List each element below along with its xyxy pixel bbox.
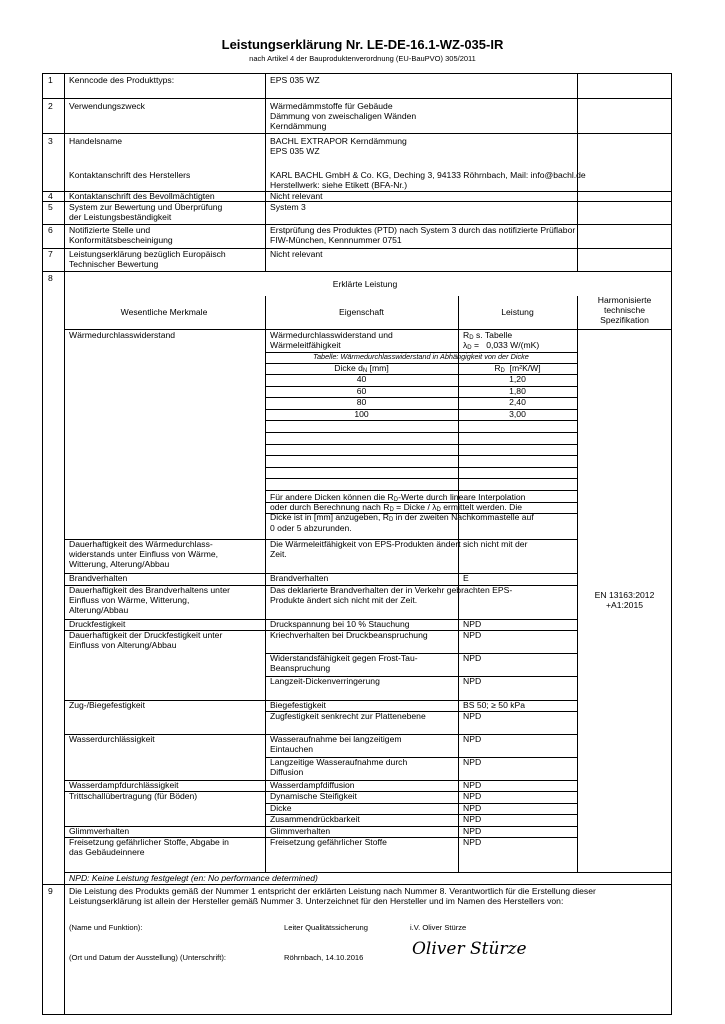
row-label-etb: Leistungserklärung bezüglich Europäisch Technischer Bewertung [69, 249, 226, 270]
eigenschaft-item: Freisetzung gefährlicher Stoffe [270, 837, 387, 847]
row-label-hersteller: Kontaktanschrift des Herstellers [69, 170, 191, 180]
leistung-item: NPD [463, 837, 482, 847]
row-value-etb: Nicht relevant [270, 249, 323, 259]
row-number: 6 [48, 225, 53, 235]
merkmal-item: Trittschallübertragung (für Böden) [69, 791, 198, 801]
row-number: 4 [48, 191, 53, 201]
column-header-leistung: Leistung [501, 307, 534, 317]
leistung-item: BS 50; ≥ 50 kPa [463, 700, 526, 710]
place-label: (Ort und Datum der Ausstellung) (Unterschrift): [69, 953, 226, 962]
row-value-verwendungszweck: Wärmedämmstoffe für Gebäude Dämmung von zweischaligen Wänden Kerndämmung [270, 101, 417, 132]
eigenschaft-item: Brandverhalten [270, 573, 329, 583]
eigenschaft-item: Kriechverhalten bei Druckbeanspruchung [270, 630, 428, 640]
eigenschaft-item: Dynamische Steifigkeit [270, 791, 357, 801]
row-label-bevollmaechtigter: Kontaktanschrift des Bevollmächtigten [69, 191, 215, 201]
table-head-rd: $R_D$ [m²K/W] [494, 363, 541, 374]
row-number: 2 [48, 101, 53, 111]
row-label-verwendungszweck: Verwendungszweck [69, 101, 145, 111]
row-label-notifizierte-stelle: Notifizierte Stelle und Konformitätsbescheinigung [69, 225, 173, 246]
row-label-kenncode: Kenncode des Produkttyps: [69, 75, 175, 85]
merkmal-item: Glimmverhalten [69, 826, 130, 836]
eigenschaft-item: Zusammendrückbarkeit [270, 814, 360, 824]
row-number: 5 [48, 202, 53, 212]
leistung-item: NPD [463, 630, 482, 640]
eigenschaft-item: Widerstandsfähigkeit gegen Frost-Tau- Beanspruchung [270, 653, 418, 674]
spezifikation-value: EN 13163:2012 +A1:2015 [594, 590, 655, 611]
row-number: 9 [48, 886, 53, 896]
row-label-handelsname: Handelsname [69, 136, 123, 146]
column-header-eigenschaft: Eigenschaft [339, 307, 384, 317]
interpolation-note: Für andere Dicken können die $R_D$-Werte durch lineare Interpolation oder durch Berechnung nach $R_D$ = Dicke / $\lambda_D$ ermittelt werden. Die Dicke ist in [mm] anzugeben, $R_D$ in der zweiten Nachkommastelle auf 0 oder 5 abzurunden. [270, 492, 534, 533]
eigenschaft-item: Druckspannung bei 10 % Stauchung [270, 619, 410, 629]
merkmal-item: Dauerhaftigkeit des Wärmedurchlass- widerstands unter Einfluss von Wärme, Witterung, Alterung/Abbau [69, 539, 219, 570]
table-head-dicke: Dicke $d_N$ [mm] [334, 363, 389, 374]
eigenschaft-waermedurchlasswiderstand: Wärmedurchlasswiderstand und Wärmeleitfähigkeit [270, 330, 393, 351]
eigenschaft-item: Langzeit-Dickenverringerung [270, 676, 380, 686]
signature: Oliver Stürze [412, 939, 527, 959]
leistung-item: E [463, 573, 469, 583]
leistung-item: NPD [463, 791, 482, 801]
merkmal-item: Wasserdurchlässigkeit [69, 734, 155, 744]
name-value: i.V. Oliver Stürze [410, 923, 467, 932]
leistung-item: NPD [463, 711, 482, 721]
row-number: 3 [48, 136, 53, 146]
declaration-table [42, 73, 672, 1015]
document-title: Leistungserklärung Nr. LE-DE-16.1-WZ-035-IR [221, 37, 504, 52]
merkmal-item: Freisetzung gefährlicher Stoffe, Abgabe in das Gebäudeinnere [69, 837, 229, 858]
resistance-value: 2,40 [509, 397, 526, 408]
document-subtitle: nach Artikel 4 der Bauproduktenverordnung (EU-BauPVO) 305/2011 [249, 54, 476, 63]
leistung-item: NPD [463, 826, 482, 836]
row-label-system: System zur Bewertung und Überprüfung der Leistungsbeständigkeit [69, 202, 223, 223]
eigenschaft-item: Wasseraufnahme bei langzeitigem Eintauchen [270, 734, 402, 755]
eigenschaft-item: Wasserdampfdiffusion [270, 780, 355, 790]
leistung-item: NPD [463, 676, 482, 686]
merkmal-item: Druckfestigkeit [69, 619, 126, 629]
name-label: (Name und Funktion): [69, 923, 143, 932]
row-value-handelsname: BACHL EXTRAPOR Kerndämmung EPS 035 WZ [270, 136, 407, 157]
merkmal-waermedurchlasswiderstand: Wärmedurchlasswiderstand [69, 330, 176, 340]
eigenschaft-item: Zugfestigkeit senkrecht zur Plattenebene [270, 711, 426, 721]
leistung-item: NPD [463, 814, 482, 824]
column-header-merkmale: Wesentliche Merkmale [120, 307, 208, 317]
row-value-system: System 3 [270, 202, 306, 212]
row-value-hersteller: KARL BACHL GmbH & Co. KG, Deching 3, 94133 Röhrnbach, Mail: info@bachl.de Herstellwerk: siehe Etikett (BFA-Nr.) [270, 170, 586, 191]
leistung-item: NPD [463, 780, 482, 790]
merkmal-item: Zug-/Biegefestigkeit [69, 700, 145, 710]
resistance-value: 3,00 [509, 408, 526, 419]
resistance-value: 1,20 [509, 374, 526, 384]
place-date-value: Röhrnbach, 14.10.2016 [284, 953, 364, 962]
thickness-value: 60 [356, 385, 367, 396]
npd-note: NPD: Keine Leistung festgelegt (en: No performance determined) [69, 873, 318, 883]
thickness-value: 80 [356, 397, 367, 408]
merkmal-item: Dauerhaftigkeit des Brandverhaltens unter Einfluss von Wärme, Witterung, Alterung/Abbau [69, 585, 230, 616]
declaration-text: Die Leistung des Produkts gemäß der Nummer 1 entspricht der erklärten Leistung nach Nummer 8. Verantwortlich für die Erstellung dieser Leistungserklärung ist allein der Hersteller gemäß Nummer 3. Unterzeichnet für den Hersteller und im Namen des Herstellers von: [69, 886, 596, 907]
column-header-spezifikation: Harmonisierte technische Spezifikation [597, 295, 652, 326]
merkmal-item: Dauerhaftigkeit der Druckfestigkeit unter Einfluss von Alterung/Abbau [69, 630, 223, 651]
eigenschaft-item: Das deklarierte Brandverhalten der in Verkehr gebrachten EPS- Produkte ändert sich nicht mit der Zeit. [270, 585, 513, 606]
row-value-bevollmaechtigter: Nicht relevant [270, 191, 323, 201]
leistung-item: NPD [463, 619, 482, 629]
leistung-item: NPD [463, 757, 482, 767]
thickness-value: 40 [356, 374, 367, 384]
eigenschaft-item: Die Wärmeleitfähigkeit von EPS-Produkten ändert sich nicht mit der Zeit. [270, 539, 528, 560]
row-number: 8 [48, 273, 53, 283]
eigenschaft-item: Langzeitige Wasseraufnahme durch Diffusion [270, 757, 408, 778]
merkmal-item: Wasserdampfdurchlässigkeit [69, 780, 179, 790]
row-value-kenncode: EPS 035 WZ [270, 75, 320, 85]
eigenschaft-item: Glimmverhalten [270, 826, 331, 836]
row-number: 7 [48, 249, 53, 259]
leistung-lambda: $\lambda_D = 0,033$ W/(mK) [463, 340, 540, 351]
table-caption: Tabelle: Wärmedurchlasswiderstand in Abhängigkeit von der Dicke [313, 352, 529, 361]
leistung-item: NPD [463, 653, 482, 663]
leistung-rd: $R_D$ s. Tabelle [463, 330, 513, 341]
row-number: 1 [48, 75, 53, 85]
eigenschaft-item: Dicke [270, 803, 292, 813]
function-value: Leiter Qualitätssicherung [284, 923, 368, 932]
merkmal-item: Brandverhalten [69, 573, 128, 583]
row-value-notifizierte-stelle: Erstprüfung des Produktes (PTD) nach System 3 durch das notifizierte Prüflabor FIW-München, Kennnummer 0751 [270, 225, 576, 246]
eigenschaft-item: Biegefestigkeit [270, 700, 326, 710]
leistung-item: NPD [463, 803, 482, 813]
section-heading: Erklärte Leistung [332, 279, 398, 289]
resistance-value: 1,80 [509, 385, 526, 396]
thickness-value: 100 [354, 408, 369, 419]
leistung-item: NPD [463, 734, 482, 744]
